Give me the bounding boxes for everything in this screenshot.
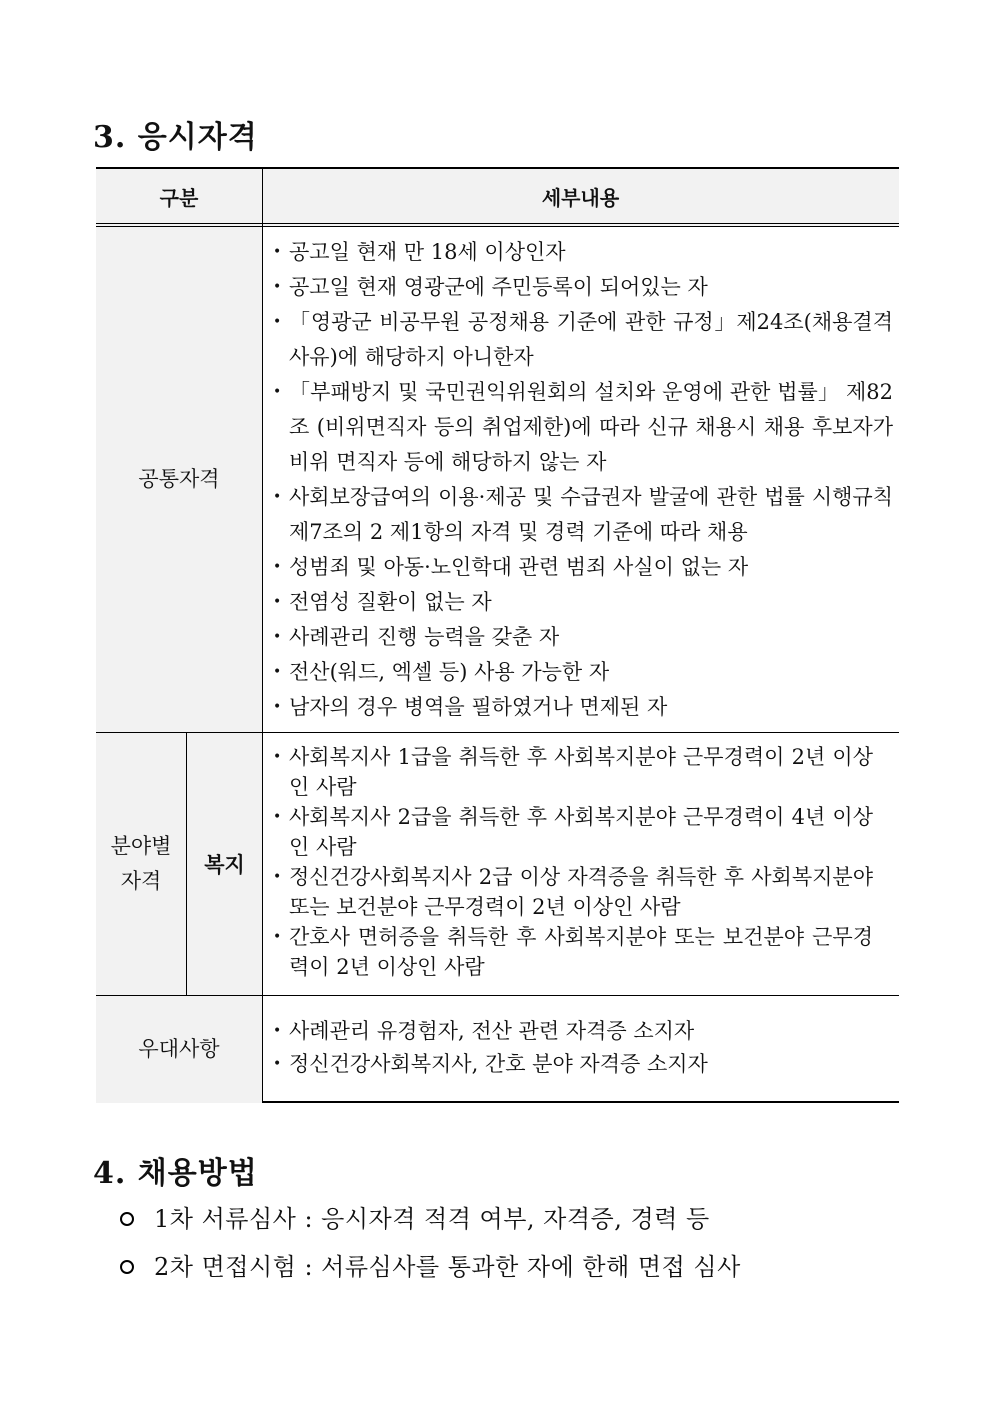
- field-list: [273, 742, 873, 982]
- list-item: • 「영광군 비공무원 공정채용 기준에 관한 규정」제24조(채용결격사유)에 해당하지 아니한자: [273, 305, 893, 375]
- list-item: • 사회복지사 2급을 취득한 후 사회복지분야 근무경력이 4년 이상인 사람: [273, 802, 873, 862]
- list-item: • 전산(워드, 엑셀 등) 사용 가능한 자: [273, 655, 893, 690]
- row-divider: [96, 732, 899, 733]
- circle-bullet-icon: [120, 1260, 134, 1274]
- field-label-line1: 분야별: [110, 834, 172, 858]
- list-item: • 간호사 면허증을 취득한 후 사회복지분야 또는 보건분야 근무경력이 2년 이상인 사람: [273, 922, 873, 982]
- method-item: [120, 1195, 741, 1243]
- preference-label: 우대사항: [96, 996, 262, 1103]
- header-category: 구분: [159, 185, 199, 210]
- common-list: [273, 235, 893, 725]
- circle-bullet-icon: [120, 1212, 134, 1226]
- common-label: 공통자격: [96, 227, 262, 732]
- method-item: [120, 1243, 741, 1291]
- field-sub-label: 복지: [187, 733, 262, 995]
- list-item: • 사회복지사 1급을 취득한 후 사회복지분야 근무경력이 2년 이상인 사람: [273, 742, 873, 802]
- list-item: • 공고일 현재 영광군에 주민등록이 되어있는 자: [273, 270, 893, 305]
- section-3-title: 3. 응시자격: [93, 120, 258, 155]
- list-item: • 정신건강사회복지사 2급 이상 자격증을 취득한 후 사회복지분야 또는 보건분야 근무경력이 2년 이상인 사람: [273, 862, 873, 922]
- preference-list: [273, 1015, 893, 1081]
- list-item: • 남자의 경우 병역을 필하였거나 면제된 자: [273, 690, 893, 725]
- header-details: 세부내용: [541, 185, 620, 210]
- field-label: [96, 733, 186, 995]
- list-item: • 사회보장급여의 이용·제공 및 수급권자 발굴에 관한 법률 시행규칙 제7조의 2 제1항의 자격 및 경력 기준에 따라 채용: [273, 480, 893, 550]
- field-label-line2: 자격: [120, 869, 162, 893]
- column-divider: [262, 169, 263, 1103]
- sub-column-divider: [186, 733, 187, 995]
- list-item: • 「부패방지 및 국민권익위원회의 설치와 운영에 관한 법률」 제82조 (비위면직자 등의 취업제한)에 따라 신규 채용시 채용 후보자가 비위 면직자 등에 해당하지 않는 자: [273, 375, 893, 480]
- list-item: • 사례관리 유경험자, 전산 관련 자격증 소지자: [273, 1015, 893, 1048]
- table-header: [96, 169, 899, 227]
- list-item: • 성범죄 및 아동·노인학대 관련 범죄 사실이 없는 자: [273, 550, 893, 585]
- list-item: • 정신건강사회복지사, 간호 분야 자격증 소지자: [273, 1048, 893, 1081]
- method-item-text: 1차 서류심사 : 응시자격 적격 여부, 자격증, 경력 등: [154, 1205, 710, 1233]
- list-item: • 사례관리 진행 능력을 갖춘 자: [273, 620, 893, 655]
- qualification-table: [96, 167, 899, 1103]
- method-item-text: 2차 면접시험 : 서류심사를 통과한 자에 한해 면접 심사: [154, 1253, 741, 1281]
- method-list: [120, 1195, 741, 1291]
- list-item: • 공고일 현재 만 18세 이상인자: [273, 235, 893, 270]
- section-4-title: 4. 채용방법: [93, 1156, 258, 1191]
- row-divider: [96, 995, 899, 996]
- list-item: • 전염성 질환이 없는 자: [273, 585, 893, 620]
